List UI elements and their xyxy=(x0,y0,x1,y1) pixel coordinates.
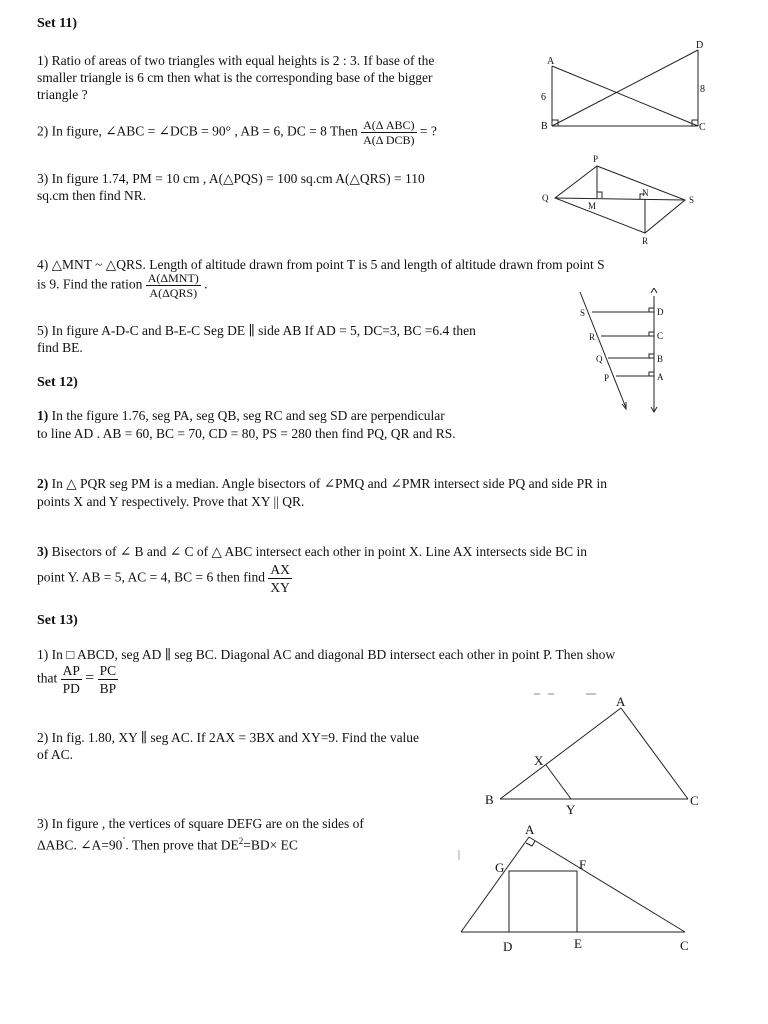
label-8: 8 xyxy=(700,84,705,95)
set12-q1-num: 1) xyxy=(37,408,49,423)
set11-q1-line1: 1) Ratio of areas of two triangles with equal heights is 2 : 3. If base of the xyxy=(37,53,435,68)
q3-text-c: =BD× EC xyxy=(243,837,298,853)
label-c: C xyxy=(690,793,699,808)
q3-text-a: ΔABC. ∠A=90 xyxy=(37,837,123,853)
set12-q3-line2: point Y. AB = 5, AC = 4, BC = 6 then find xyxy=(37,569,265,585)
set11-q2-text: 2) In figure, ∠ABC = ∠DCB = 90° , AB = 6, DC = 8 Then xyxy=(37,123,358,139)
side-ac xyxy=(529,837,685,932)
set13-q1-fraction-2 xyxy=(98,662,119,697)
set13-q1-line1: 1) In □ ABCD, seg AD ∥ seg BC. Diagonal AC and diagonal BD intersect each other in point P. Then show xyxy=(37,647,616,662)
set13-q2-line2: of AC. xyxy=(37,747,74,762)
set11-q3-line2: sq.cm then find NR. xyxy=(37,188,147,203)
label-b: B xyxy=(657,354,664,364)
segment-ac xyxy=(552,66,698,126)
set13-q3-line2 xyxy=(37,832,298,855)
label-n: N xyxy=(642,188,649,198)
label-d: D xyxy=(696,40,704,51)
fraction-denominator: XY xyxy=(270,580,290,595)
set11-q2-suffix: = ? xyxy=(419,123,437,139)
fraction-numerator: A(ΔMNT) xyxy=(147,271,199,285)
label-a: A xyxy=(547,56,555,67)
label-q: Q xyxy=(596,354,603,364)
label-p: P xyxy=(593,154,599,164)
fraction-denominator: A(ΔQRS) xyxy=(149,286,198,300)
set11-q4-suffix: . xyxy=(204,276,208,292)
figure-triangle-xy-parallel-ac xyxy=(470,688,720,818)
set12-q3-line1-wrap xyxy=(37,543,587,561)
set11-title: Set 11) xyxy=(37,16,78,31)
set13-q3-line1: 3) In figure , the vertices of square DEFG are on the sides of xyxy=(37,816,364,831)
label-r: R xyxy=(642,236,649,246)
diagonal-qs xyxy=(555,198,685,200)
right-angle-a xyxy=(526,841,535,846)
label-6: 6 xyxy=(541,92,546,103)
label-r: R xyxy=(589,332,596,342)
label-c: C xyxy=(680,938,689,953)
label-y: Y xyxy=(566,802,576,817)
degree-sup: ˚ xyxy=(122,836,126,846)
line-ps xyxy=(580,292,626,408)
set11-q4-fraction xyxy=(146,271,201,300)
set11-q4-line2-wrap xyxy=(37,271,208,300)
set12-q3-line1: Bisectors of ∠ B and ∠ C of △ ABC intersect each other in point X. Line AX intersects side BC in xyxy=(48,544,588,559)
set12-title: Set 12) xyxy=(37,375,78,390)
right-angle-b xyxy=(649,354,654,358)
set13-title: Set 13) xyxy=(37,613,78,628)
set13-q1-fraction-1 xyxy=(61,662,82,697)
set11-q4-line2: is 9. Find the ration xyxy=(37,276,143,292)
label-x: X xyxy=(534,753,544,768)
fraction-denominator: BP xyxy=(99,681,117,696)
side-ba xyxy=(461,837,529,932)
set12-q3-line2-wrap xyxy=(37,561,292,596)
label-b: B xyxy=(485,792,494,807)
set12-q1-line1: In the figure 1.76, seg PA, seg QB, seg RC and seg SD are perpendicular xyxy=(48,408,445,423)
label-a: A xyxy=(657,372,664,382)
right-angle-a xyxy=(649,372,654,376)
squared-sup: 2 xyxy=(238,836,244,846)
label-b: B xyxy=(541,121,548,132)
fraction-denominator: A(Δ DCB) xyxy=(363,133,415,147)
right-angle-m xyxy=(597,192,602,198)
segment-xy xyxy=(546,765,571,799)
label-m: M xyxy=(588,201,597,211)
square-defg xyxy=(509,871,577,932)
set12-q2-num: 2) xyxy=(37,476,49,491)
q3-text-b: . Then prove that DE xyxy=(125,837,239,853)
label-s: S xyxy=(689,195,695,205)
set12-q3-num: 3) xyxy=(37,544,49,559)
side-ac xyxy=(621,708,688,799)
label-d: D xyxy=(657,307,664,317)
set11-q4-line1: 4) △MNT ~ △QRS. Length of altitude drawn from point T is 5 and length of altitude drawn from point S xyxy=(37,257,605,272)
figure-inscribed-square xyxy=(455,820,705,962)
label-p: P xyxy=(604,373,610,383)
set12-q2-line2: points X and Y respectively. Prove that XY || QR. xyxy=(37,494,305,509)
set13-q2-line1: 2) In fig. 1.80, XY ∥ seg AC. If 2AX = 3BX and XY=9. Find the value xyxy=(37,730,420,745)
label-g: G xyxy=(495,860,505,875)
arrow-up xyxy=(651,288,657,293)
fraction-numerator: AX xyxy=(270,562,290,577)
set12-q1-line1-wrap xyxy=(37,407,445,425)
label-f: F xyxy=(579,857,587,872)
set12-q1-line2: to line AD . AB = 60, BC = 70, CD = 80, PS = 280 then find PQ, QR and RS. xyxy=(37,426,456,441)
label-s: S xyxy=(580,308,586,318)
fraction-denominator: PD xyxy=(62,681,80,696)
label-e: E xyxy=(574,936,582,951)
figure-perpendicular-lines xyxy=(570,288,680,420)
right-angle-d xyxy=(649,308,654,312)
set11-q5-line1: 5) In figure A-D-C and B-E-C Seg DE ∥ side AB If AD = 5, DC=3, BC =6.4 then xyxy=(37,323,476,338)
label-q: Q xyxy=(542,193,549,203)
fraction-numerator: A(Δ ABC) xyxy=(363,118,415,132)
fraction-numerator: PC xyxy=(99,663,117,678)
right-angle-c xyxy=(649,332,654,336)
set11-q2 xyxy=(37,118,437,147)
fraction-numerator: AP xyxy=(62,663,80,678)
set11-q1-line3: triangle ? xyxy=(37,87,88,102)
label-c: C xyxy=(699,122,706,133)
set12-q3-fraction xyxy=(268,561,292,596)
label-a: A xyxy=(525,822,535,837)
set13-q1-line2: that xyxy=(37,670,58,686)
equals-sign: = xyxy=(85,669,95,687)
set11-q1-line2: smaller triangle is 6 cm then what is the corresponding base of the bigger xyxy=(37,70,433,85)
set12-q2-line1: In △ PQR seg PM is a median. Angle bisectors of ∠PMQ and ∠PMR intersect side PQ and side PR in xyxy=(48,476,607,491)
set11-q2-fraction xyxy=(361,118,416,147)
set13-q1-line2-wrap xyxy=(37,662,118,697)
figure-right-triangles xyxy=(530,36,720,136)
label-c: C xyxy=(657,331,664,341)
label-a: A xyxy=(616,694,626,709)
segment-bd xyxy=(552,50,698,126)
set11-q5-line2: find BE. xyxy=(37,340,83,355)
set12-q2-line1-wrap xyxy=(37,475,607,493)
set11-q3-line1: 3) In figure 1.74, PM = 10 cm , A(△PQS) = 100 sq.cm A(△QRS) = 110 xyxy=(37,171,425,186)
figure-quadrilateral-pqrs xyxy=(535,150,705,250)
label-d: D xyxy=(503,939,513,954)
